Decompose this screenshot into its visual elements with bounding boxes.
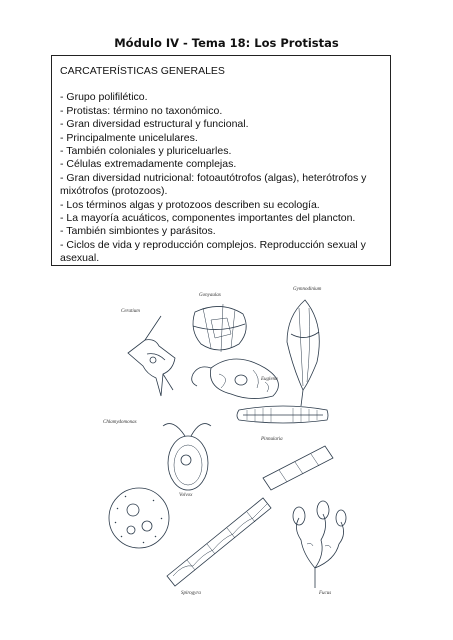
label-ceratium: Ceratium [121, 309, 140, 314]
characteristics-list [60, 91, 382, 265]
box-heading: CARCATERÍSTICAS GENERALES [60, 65, 225, 77]
fucus-drawing [293, 501, 346, 588]
list-item: - Gran diversidad estructural y funcional. [60, 118, 249, 131]
label-euglena: Euglena [261, 377, 278, 382]
list-item: - La mayoría acuáticos, componentes importantes del plancton. [60, 212, 356, 225]
label-fucus: Fucus [319, 591, 332, 596]
list-item: - Principalmente unicelulares. [60, 131, 198, 144]
list-item: - Ciclos de vida y reproducción complejos. Reproducción sexual y asexual. [60, 238, 366, 265]
chlamydomonas-drawing [163, 424, 211, 490]
label-chlamydomonas: Chlamydomonas [103, 420, 137, 425]
label-gonyaulax: Gonyaulax [199, 293, 221, 298]
page-title: Módulo IV - Tema 18: Los Protistas [114, 36, 339, 50]
list-item: - Los términos algas y protozoos describen su ecología. [60, 198, 320, 211]
label-spirogyra: Spirogyra [181, 591, 201, 596]
list-item: - Protistas: término no taxonómico. [60, 104, 223, 117]
list-item: - Gran diversidad nutricional: fotoautótrofos (algas), heterótrofos y mixótrofos (protozoos). [60, 171, 367, 198]
list-item: - Grupo polifilético. [60, 91, 148, 104]
volvox-drawing [109, 488, 169, 548]
label-volvox: Volvox [179, 493, 193, 498]
list-item: - Células extremadamente complejas. [60, 158, 237, 171]
gonyaulax-drawing [193, 304, 246, 352]
gymnodinium-drawing [287, 300, 319, 406]
ceratium-drawing [128, 316, 175, 396]
list-item: - También coloniales y pluriceluarles. [60, 145, 232, 158]
protists-illustration [103, 278, 353, 598]
spirogyra-drawing [167, 498, 271, 586]
characteristics-box [51, 55, 391, 266]
list-item: - También simbiontes y parásitos. [60, 225, 216, 238]
label-gymnodinium: Gymnodinium [293, 287, 322, 292]
pinnularia-drawing [237, 406, 328, 423]
label-pinnularia: Pinnularia [261, 437, 283, 442]
diatom-chain-drawing [263, 446, 333, 490]
